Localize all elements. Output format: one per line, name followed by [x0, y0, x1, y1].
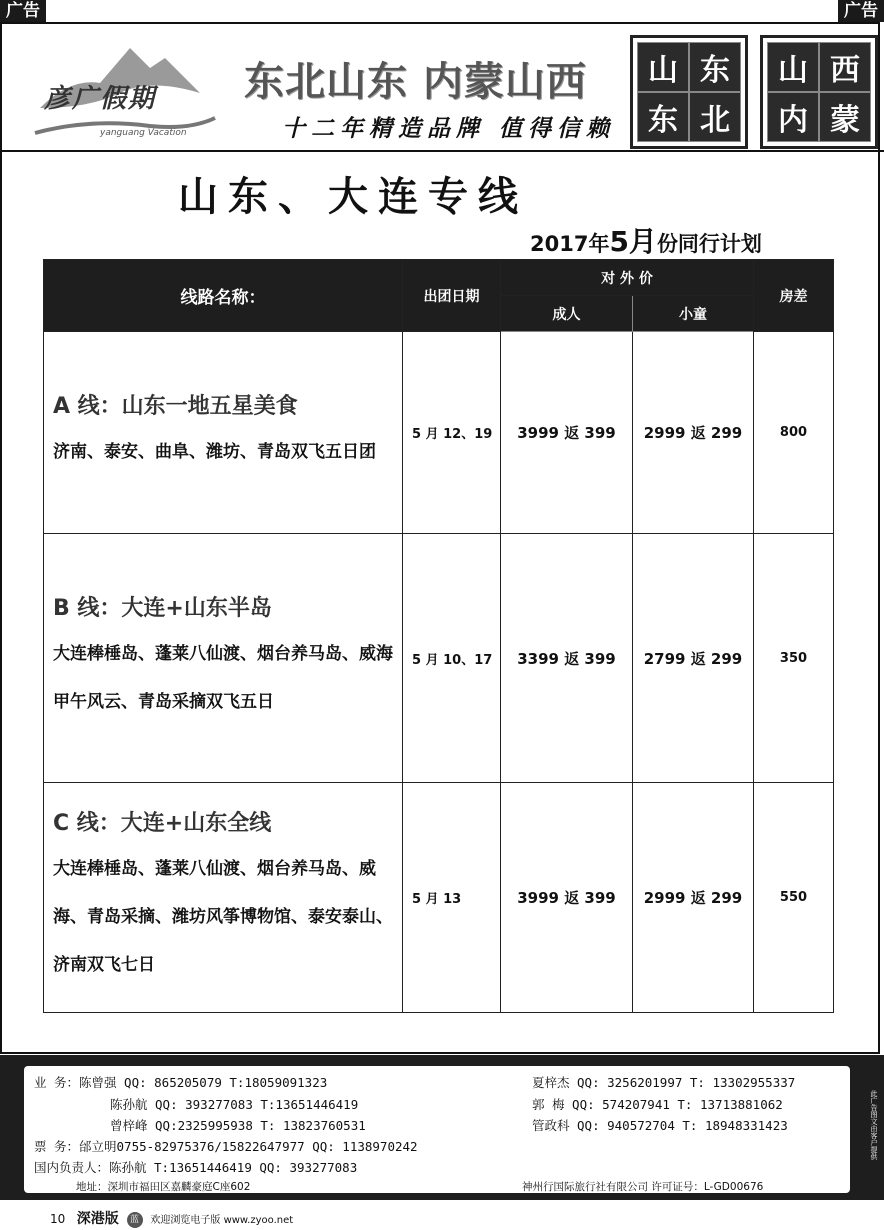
room-diff: 350 — [754, 534, 834, 783]
block-char: 东 — [689, 42, 741, 92]
route-desc: 大连棒棰岛、蓬莱八仙渡、烟台养马岛、威海、青岛采摘、潍坊风筝博物馆、泰安泰山、济南双飞七日 — [53, 859, 393, 975]
page-subtitle — [530, 220, 762, 260]
page-title: 山东、大连专线 — [178, 173, 528, 220]
child-price: 2799 返 299 — [633, 534, 754, 783]
table-row — [44, 332, 834, 534]
page-footer — [50, 1208, 293, 1228]
contact-line: 陈孙航 QQ: 393277083 T:13651446419 — [110, 1097, 359, 1112]
side-note: 此广告图文由客户提供 — [870, 1090, 878, 1160]
contact-box — [24, 1066, 850, 1193]
page-number: 10 — [50, 1212, 66, 1226]
route-cell — [44, 332, 403, 534]
table-row — [44, 534, 834, 783]
contact-line: 郭 梅 QQ: 574207941 T: 13713881062 — [532, 1097, 783, 1112]
ad-tag-left: 广告 — [0, 0, 46, 22]
block-char: 东 — [637, 92, 689, 142]
header-price: 对 外 价 — [501, 260, 754, 296]
region-block-shanxi-neimeng — [760, 35, 878, 149]
ad-tag-right: 广告 — [838, 0, 884, 22]
contact-line: 业 务：陈曾强 QQ: 865205079 T:18059091323 — [34, 1075, 328, 1090]
route-name: C 线：大连+山东全线 — [53, 811, 272, 836]
route-cell — [44, 534, 403, 783]
route-table — [43, 259, 834, 1013]
block-char: 北 — [689, 92, 741, 142]
logo-text: 彦广假期 — [44, 84, 157, 114]
block-char: 蒙 — [819, 92, 871, 142]
route-name: A 线：山东一地五星美食 — [53, 394, 298, 419]
header-child: 小童 — [633, 296, 754, 332]
edition-badge-icon: 蓝 — [127, 1212, 143, 1228]
route-desc: 济南、泰安、曲阜、潍坊、青岛双飞五日团 — [53, 442, 376, 462]
header-divider — [0, 150, 884, 152]
header-adult: 成人 — [501, 296, 633, 332]
manager-line: 国内负责人：陈孙航 T:13651446419 QQ: 393277083 — [34, 1160, 358, 1175]
contact-line: 曾梓峰 QQ:2325995938 T: 13823760531 — [110, 1118, 366, 1133]
block-char: 西 — [819, 42, 871, 92]
room-diff: 550 — [754, 783, 834, 1013]
adult-price: 3399 返 399 — [501, 534, 633, 783]
adult-price: 3999 返 399 — [501, 332, 633, 534]
subtitle-year: 2017年 — [530, 232, 610, 256]
header-date: 出团日期 — [403, 260, 501, 332]
ticket-line: 票 务：邰立明0755-82975376/15822647977 QQ: 1138970242 — [34, 1139, 418, 1154]
route-desc: 大连棒棰岛、蓬莱八仙渡、烟台养马岛、威海甲午风云、青岛采摘双飞五日 — [53, 643, 393, 712]
subtitle-month: 5月 — [609, 225, 657, 258]
logo-sub: yanguang Vacation — [100, 128, 187, 138]
table-row — [44, 783, 834, 1013]
room-diff: 800 — [754, 332, 834, 534]
route-name: B 线：大连+山东半岛 — [53, 595, 272, 621]
slogan-main: 东北山东 内蒙山西 — [244, 59, 587, 105]
edition-label: 深港版 — [76, 1211, 119, 1227]
slogan-sub: 十二年精造品牌 值得信赖 — [282, 115, 616, 142]
block-char: 山 — [637, 42, 689, 92]
address: 地址：深圳市福田区嘉麟豪庭C座602 — [76, 1181, 251, 1193]
subtitle-post: 份同行计划 — [656, 232, 762, 256]
route-date: 5 月 10、17 — [403, 534, 501, 783]
route-date: 5 月 13 — [403, 783, 501, 1013]
header-room: 房差 — [754, 260, 834, 332]
region-block-shandong-dongbei — [630, 35, 748, 149]
child-price: 2999 返 299 — [633, 332, 754, 534]
company-license: 神州行国际旅行社有限公司 许可证号：L-GD00676 — [522, 1181, 764, 1193]
contact-line: 管政科 QQ: 940572704 T: 18948331423 — [532, 1118, 788, 1133]
welcome-text: 欢迎浏览电子版 www.zyoo.net — [150, 1215, 294, 1226]
route-cell — [44, 783, 403, 1013]
child-price: 2999 返 299 — [633, 783, 754, 1013]
contact-line: 夏梓杰 QQ: 3256201997 T: 13302955337 — [532, 1075, 796, 1090]
header-route: 线路名称： — [44, 260, 403, 332]
block-char: 内 — [767, 92, 819, 142]
route-date: 5 月 12、19 — [403, 332, 501, 534]
adult-price: 3999 返 399 — [501, 783, 633, 1013]
block-char: 山 — [767, 42, 819, 92]
